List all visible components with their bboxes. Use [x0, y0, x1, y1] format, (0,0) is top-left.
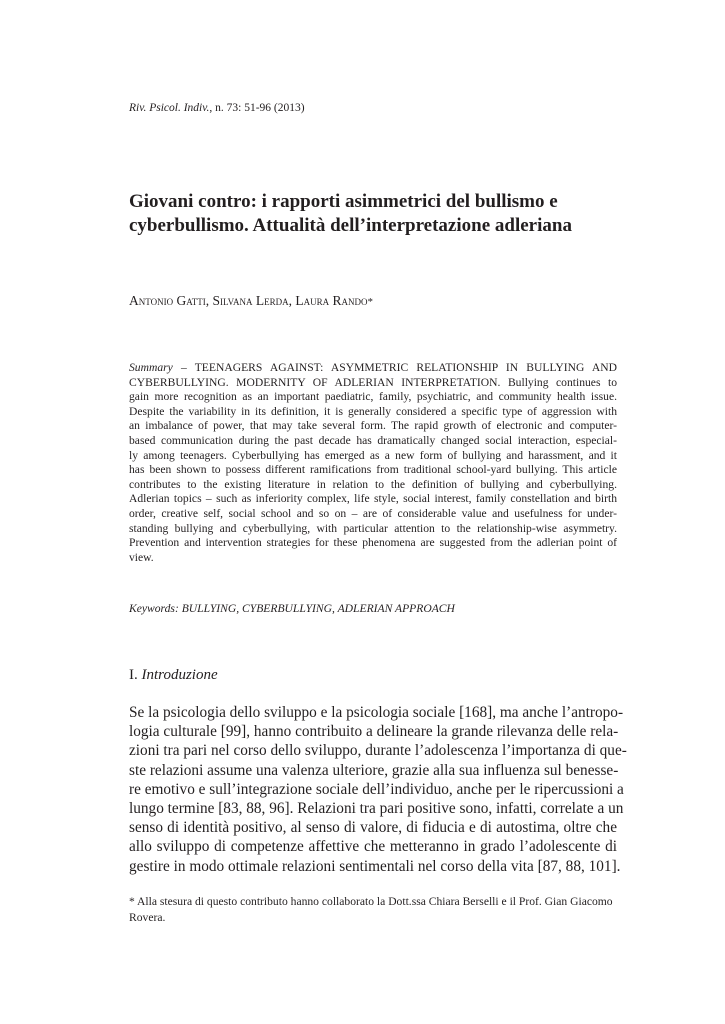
footnote-line: Rovera. [129, 911, 166, 924]
summary-line: has been shown to possess different ramifications from traditional school-yard bullying. This article [129, 463, 617, 477]
summary-line: Adlerian topics – such as inferiority complex, life style, social interest, family constellation and birth [129, 492, 617, 506]
body-line: lungo termine [83, 88, 96]. Relazioni tra pari positive sono, infatti, correlate a un [129, 800, 624, 818]
summary-line [129, 361, 617, 376]
footnote-line: * Alla stesura di questo contributo hanno collaborato la Dott.ssa Chiara Berselli e il Prof. Gian Giacomo [129, 895, 613, 908]
author-footnote-marker: * [367, 296, 373, 308]
body-line: allo sviluppo di competenze affettive che metteranno in grado l’adolescente di [129, 838, 617, 856]
body-line: gestire in modo ottimale relazioni sentimentali nel corso della vita [87, 88, 101]. [129, 857, 621, 875]
title-line: cyberbullismo. Attualità dell’interpretazione adleriana [129, 215, 572, 236]
summary-line: contributes to the existing literature in relation to the definition of bullying and cyberbullying. [129, 477, 617, 491]
summary-line: view. [129, 550, 154, 564]
section-heading [129, 666, 218, 685]
journal-name: Riv. Psicol. Indiv. [129, 102, 210, 114]
body-line: logia culturale [99], hanno contribuito a delineare la grande rilevanza delle rela- [129, 723, 619, 741]
journal-citation: , n. 73: 51-96 (2013) [209, 102, 305, 114]
body-line: senso di identità positivo, al senso di valore, di fiducia e di autostima, oltre che [129, 819, 617, 837]
body-line: Se la psicologia dello sviluppo e la psicologia sociale [168], ma anche l’antropo- [129, 704, 624, 721]
summary-line: based communication during the past decade has dramatically changed social interaction, especial- [129, 433, 617, 447]
running-header [129, 101, 305, 115]
summary-line-text: – TEENAGERS AGAINST: ASYMMETRIC RELATIONSHIP IN BULLYING AND [172, 361, 617, 374]
section-number: I. [129, 667, 142, 683]
section-title: Introduzione [141, 667, 218, 683]
body-line: zioni tra pari nel corso dello sviluppo, durante l’adolescenza l’importanza di que- [129, 742, 627, 760]
keywords-list: : BULLYING, CYBERBULLYING, ADLERIAN APPROACH [174, 602, 455, 615]
body-line: ste relazioni assume una valenza ulteriore, grazie alla sua influenza sul benesse- [129, 761, 619, 779]
summary-line: standing bullying and cyberbullying, with particular attention to the relationship-wise asymmetry. [129, 521, 617, 535]
author-list [129, 292, 373, 311]
article-title [129, 190, 609, 238]
keywords [129, 602, 455, 616]
keywords-label: Keywords [129, 602, 175, 615]
summary-line: Despite the variability in its definition, it is generally considered a specific type of aggression with [129, 404, 617, 418]
summary-line: an imbalance of power, that may take several form. The rapid growth of electronic and computer- [129, 419, 617, 433]
author-names: Antonio Gatti, Silvana Lerda, Laura Rando [129, 293, 368, 308]
summary-line: Prevention and intervention strategies for these phenomena are suggested from the adlerian point of [129, 536, 617, 550]
body-line: re emotivo e sull’integrazione sociale dell’individuo, anche per le ripercussioni a [129, 780, 624, 798]
summary-line: order, creative self, social school and so on – are of considerable value and usefulness for under- [129, 506, 617, 520]
summary-line: CYBERBULLYING. MODERNITY OF ADLERIAN INTERPRETATION. Bullying continues to [129, 375, 617, 389]
footnote [129, 894, 617, 926]
body-paragraph [129, 703, 627, 876]
summary-abstract [129, 361, 617, 565]
summary-label: Summary [129, 361, 173, 374]
summary-line: gain more recognition as an important paediatric, family, psychiatric, and community health issue. [129, 390, 617, 404]
summary-line: ly among teenagers. Cyberbullying has emerged as a new form of bullying and harassment, and it [129, 448, 617, 462]
title-line: Giovani contro: i rapporti asimmetrici del bullismo e [129, 191, 558, 212]
